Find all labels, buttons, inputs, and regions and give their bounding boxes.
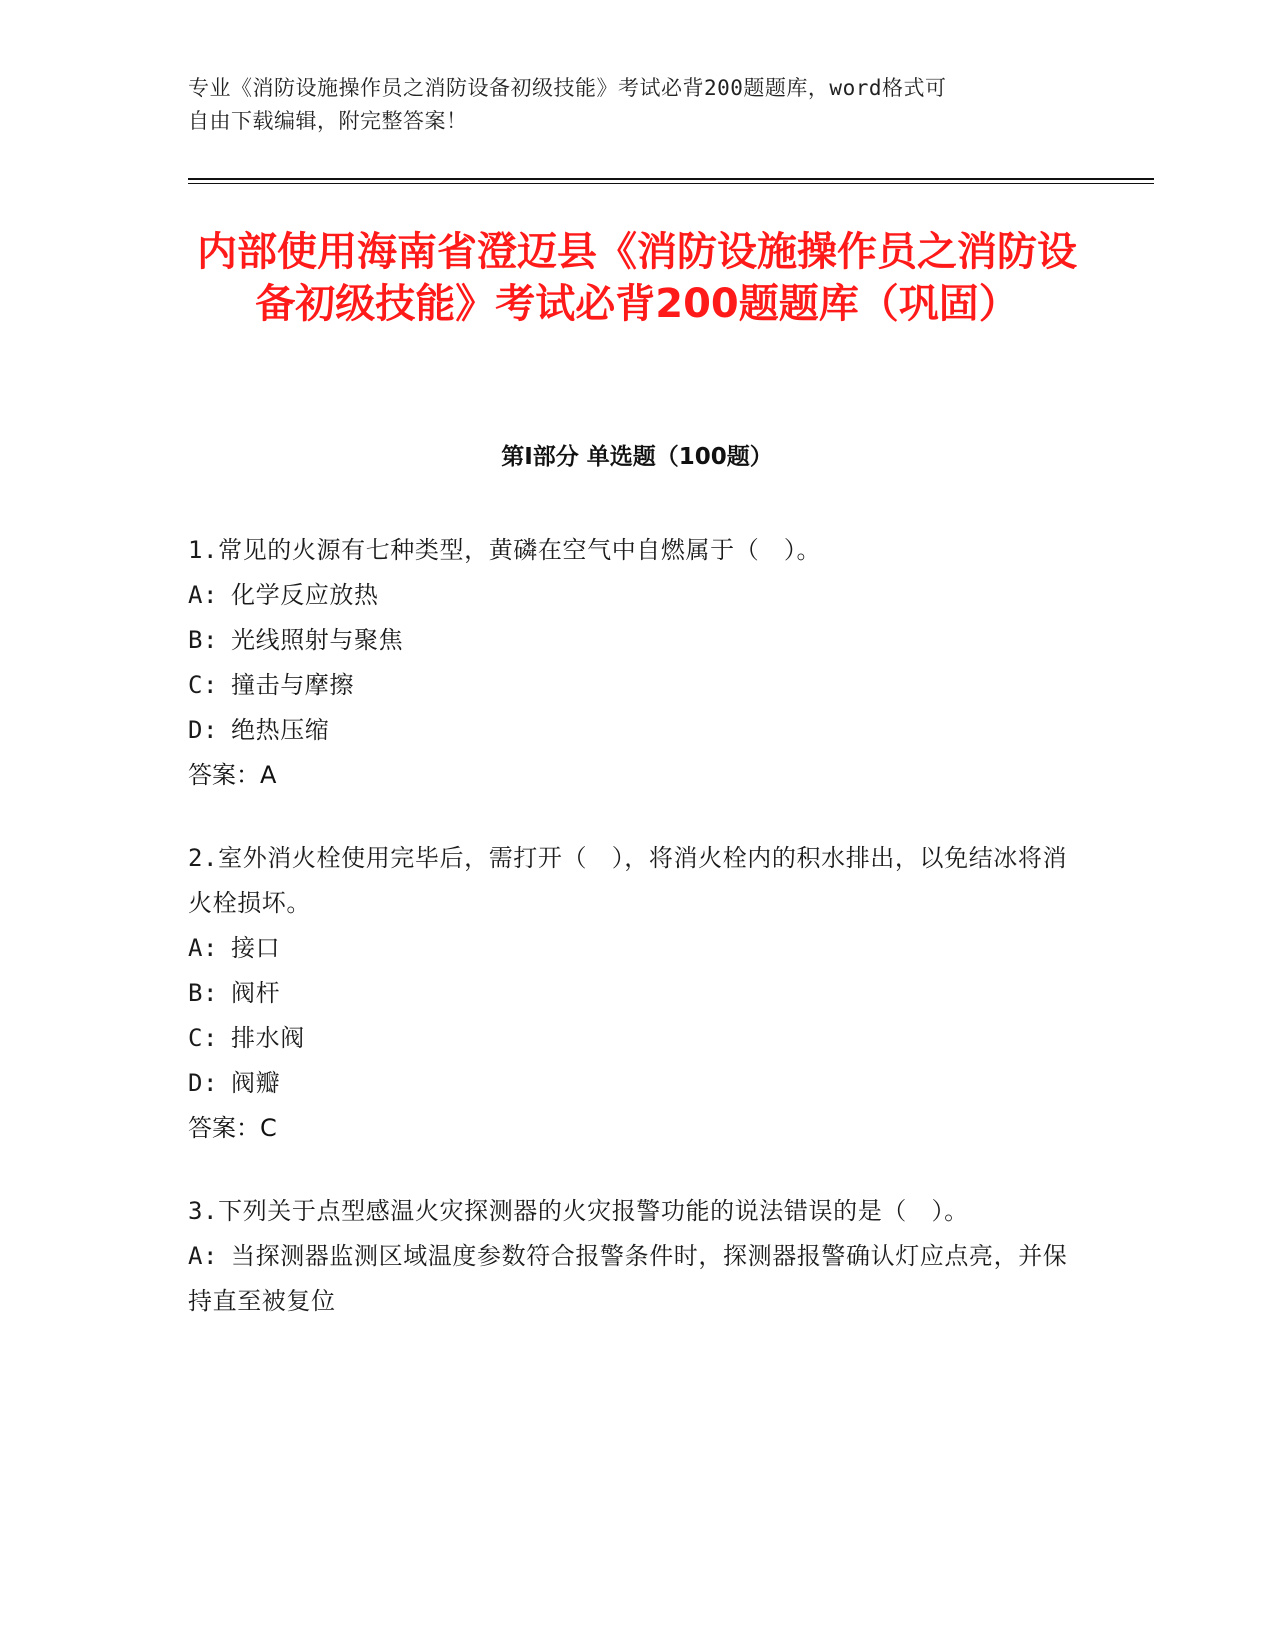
option-text: 撞击与摩擦 (231, 671, 354, 699)
header-divider-thin (188, 183, 1154, 184)
option-d (188, 1061, 1068, 1106)
answer-line: 答案：A (188, 761, 277, 789)
option-text: 阀杆 (231, 979, 281, 1007)
question-stem: 2.室外消火栓使用完毕后，需打开（ ），将消火栓内的积水排出，以免结冰将消火栓损坏。 (188, 844, 1068, 917)
intro-line-2: 自由下载编辑，附完整答案！ (188, 109, 468, 133)
option-letter: B: (188, 979, 219, 1007)
option-a (188, 573, 1068, 618)
question-stem: 1.常见的火源有七种类型，黄磷在空气中自燃属于（ ）。 (188, 536, 822, 564)
option-a (188, 926, 1068, 971)
intro-text (188, 72, 1068, 138)
option-letter: D: (188, 1069, 219, 1097)
document-title: 内部使用海南省澄迈县《消防设施操作员之消防设备初级技能》考试必背200题题库（巩固） (197, 229, 1077, 327)
option-text: 接口 (231, 934, 281, 962)
question-2 (188, 836, 1068, 1151)
option-letter: A: (188, 934, 219, 962)
option-c (188, 663, 1068, 708)
option-text: 绝热压缩 (231, 716, 330, 744)
option-letter: C: (188, 1024, 219, 1052)
question-stem: 3.下列关于点型感温火灾探测器的火灾报警功能的说法错误的是（ ）。 (188, 1197, 969, 1225)
answer-line: 答案：C (188, 1114, 277, 1142)
option-text: 排水阀 (231, 1024, 305, 1052)
intro-line-1: 专业《消防设施操作员之消防设备初级技能》考试必背200题题库，word格式可 (188, 76, 947, 100)
question-list (188, 528, 1068, 1362)
question-3 (188, 1189, 1068, 1324)
option-letter: A: (188, 581, 219, 609)
question-1 (188, 528, 1068, 798)
option-b (188, 971, 1068, 1016)
section-heading: 第Ⅰ部分 单选题（100题） (501, 444, 773, 470)
option-b (188, 618, 1068, 663)
option-text: 化学反应放热 (231, 581, 379, 609)
option-letter: C: (188, 671, 219, 699)
option-letter: B: (188, 626, 219, 654)
option-c (188, 1016, 1068, 1061)
option-letter: D: (188, 716, 219, 744)
option-d (188, 708, 1068, 753)
option-text: 阀瓣 (231, 1069, 281, 1097)
header-divider-thick (188, 178, 1154, 180)
option-text: 当探测器监测区域温度参数符合报警条件时，探测器报警确认灯应点亮，并保持直至被复位 (188, 1242, 1068, 1315)
option-letter: A: (188, 1242, 219, 1270)
option-a (188, 1234, 1068, 1324)
option-text: 光线照射与聚焦 (231, 626, 404, 654)
